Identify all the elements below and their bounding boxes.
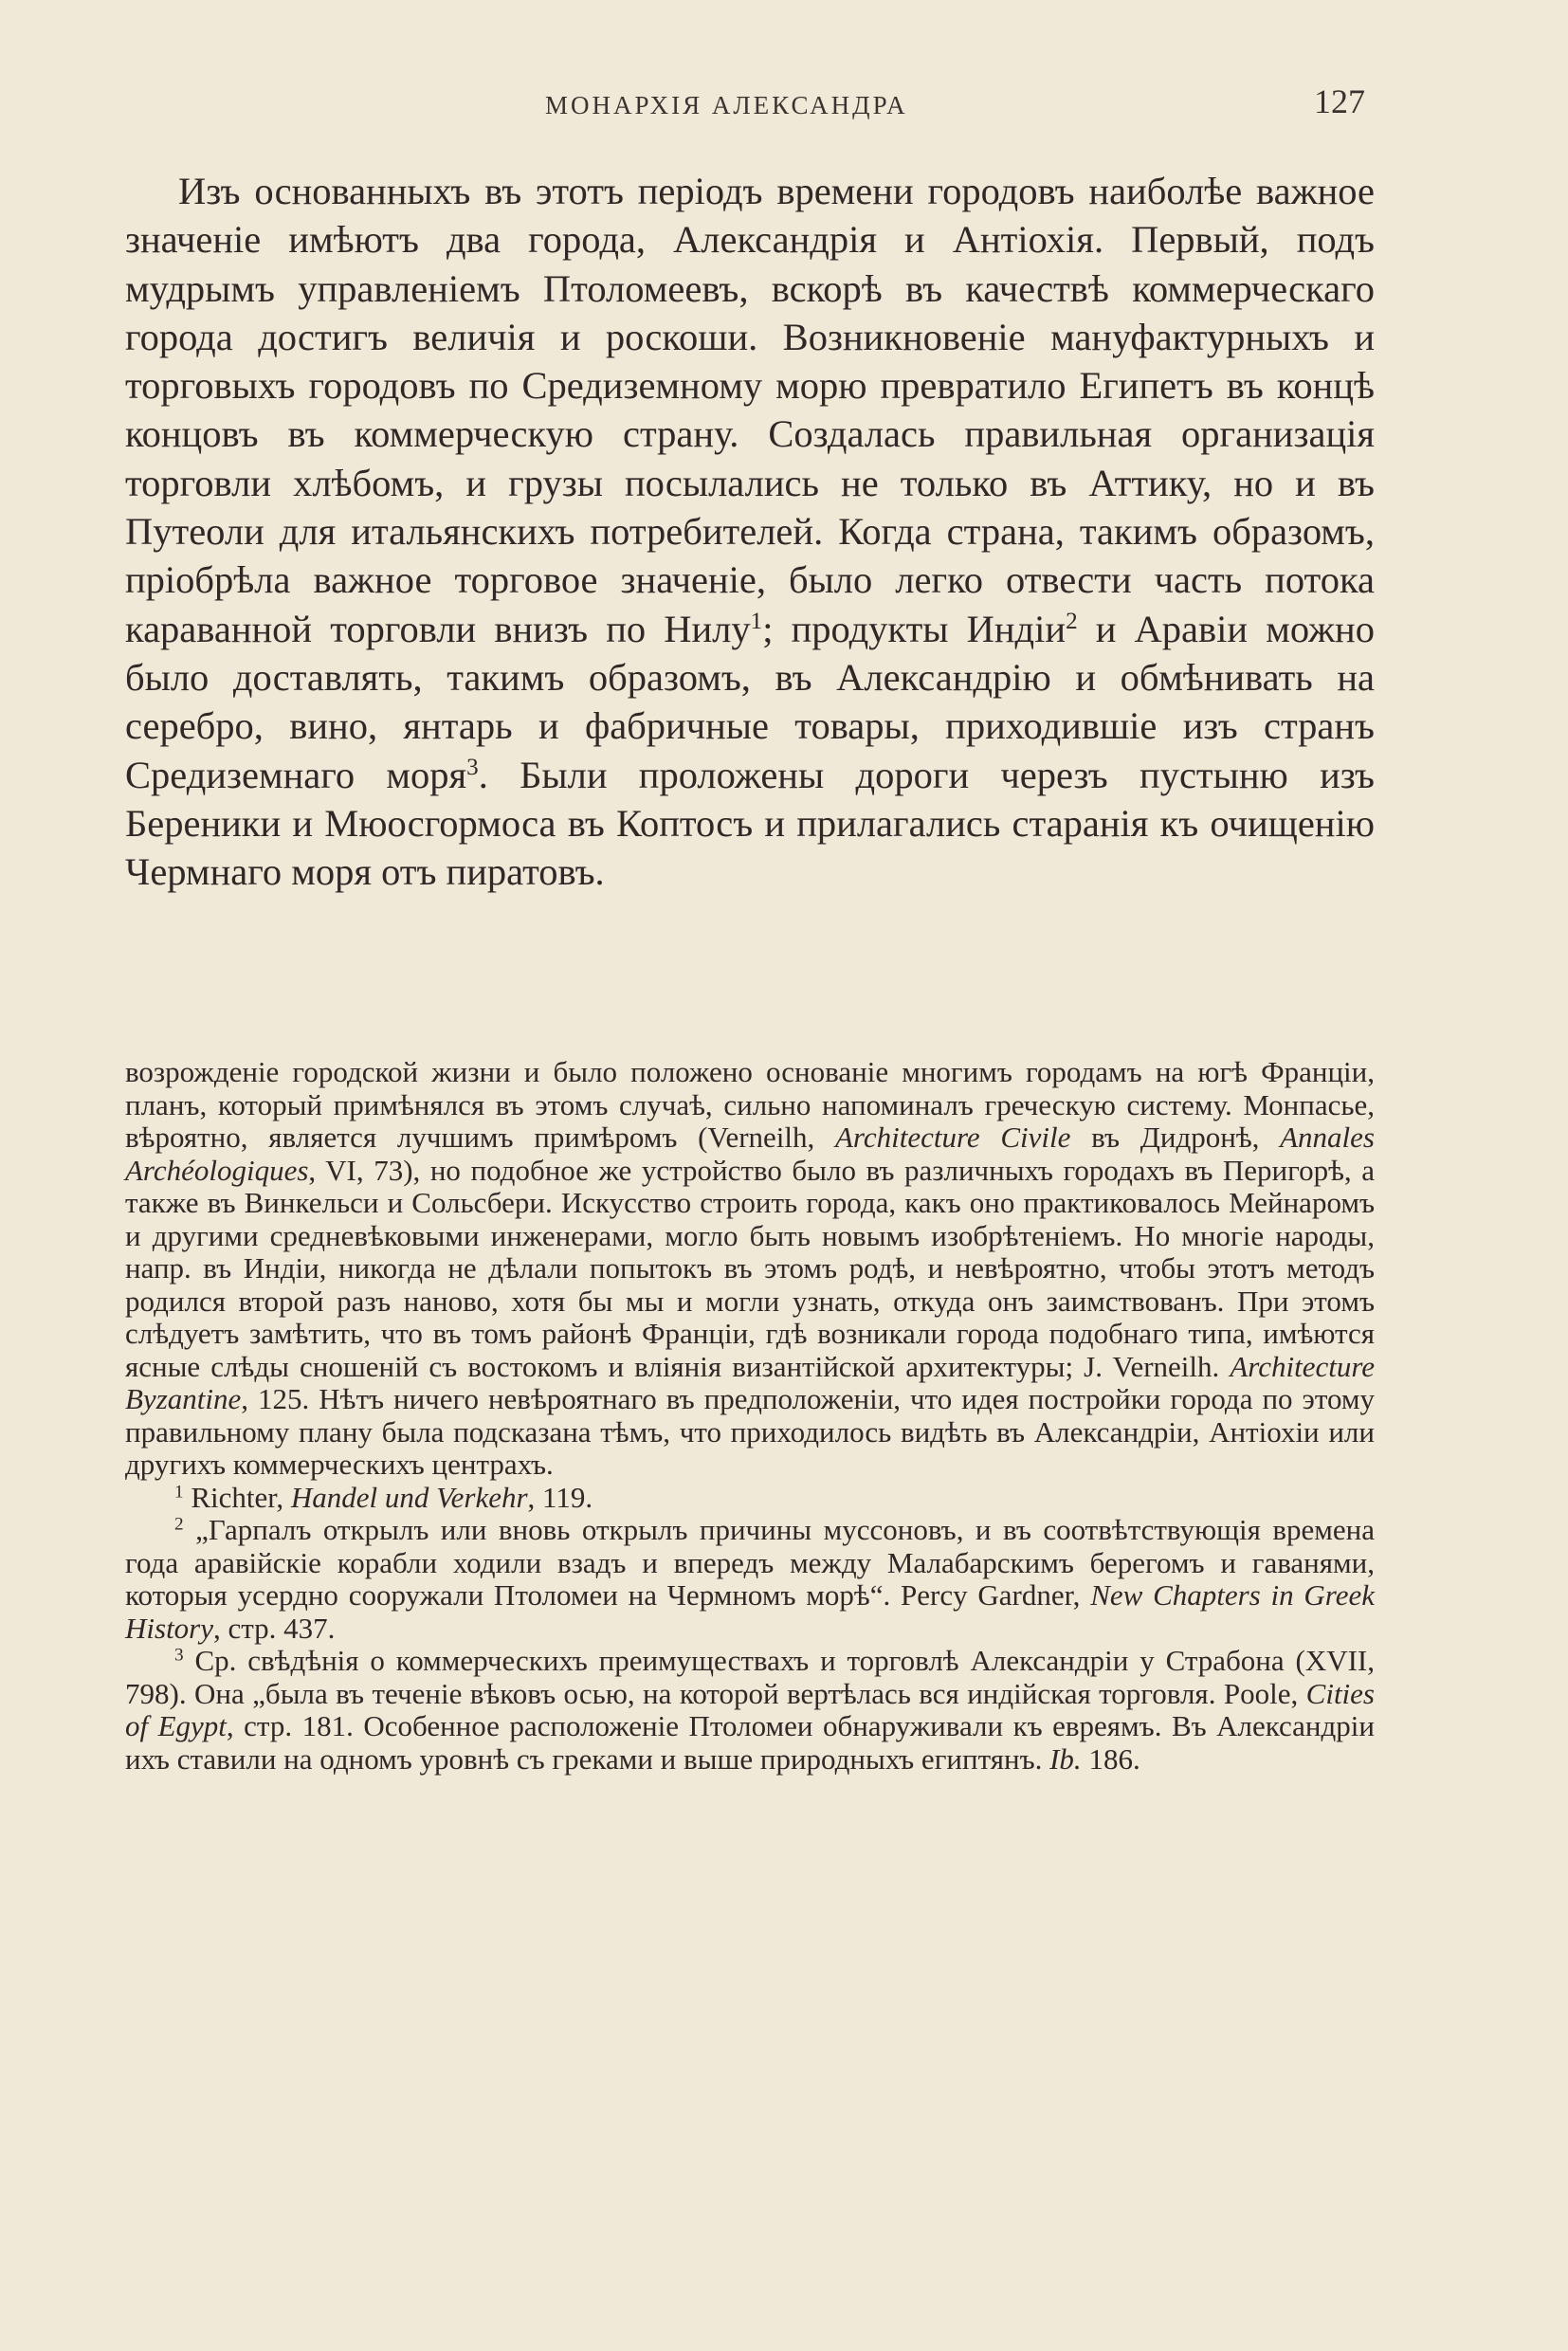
footnote-continuation (125, 1056, 1375, 1482)
main-text-segment: ; продукты Индіи (762, 607, 1067, 650)
page-number: 127 (1314, 82, 1365, 120)
note-text: „Гарпалъ открылъ или вновь открылъ причины муссоновъ, и въ соотвѣтствующія времена года аравійскіе корабли ходили взадъ и впередъ между Малабарскимъ берегомъ и гаванями, которыя усердно сооружали Птоломеи на Чермномъ морѣ“. Percy Gardner, (125, 1513, 1375, 1612)
note-italic: New Chapters in Greek History (125, 1578, 1375, 1645)
note-italic: Handel und Verkehr (290, 1480, 528, 1514)
note-text: 186. (1081, 1741, 1140, 1776)
footnote-3 (125, 1645, 1375, 1776)
footnote-marker-1: 1 (750, 608, 763, 634)
note-text: въ Дидронѣ, (1070, 1121, 1281, 1154)
note-text: возрожденіе городской жизни и было положено основаніе многимъ городамъ на югѣ Франціи, планъ, который примѣнялся въ этомъ случаѣ, сильно напоминалъ греческую систему. Монпасье, вѣроятно, является лучшимъ примѣромъ (Verneilh, (125, 1055, 1375, 1154)
footnote-marker-3: 3 (466, 754, 479, 780)
note-text: , 119. (527, 1480, 593, 1514)
main-text (125, 167, 1375, 896)
note-italic: Architecture Civile (834, 1121, 1071, 1154)
note-text: , VI, 73), но подобное же устройство было въ различныхъ городахъ въ Перигорѣ, а также въ Винкельси и Сольсбери. Искусство строить города, какъ оно практиковалось Мейнаромъ и другими средневѣковыми инженерами, могло быть новымъ изобрѣтеніемъ. Но многіе народы, напр. въ Индіи, никогда не дѣлали попытокъ въ этомъ родѣ, и невѣроятно, чтобы этотъ методъ родился второй разъ наново, хотя бы мы и могли узнать, откуда онъ заимствованъ. При этомъ слѣдуетъ замѣтить, что въ томъ районѣ Франціи, гдѣ возникали города подобнаго типа, имѣются ясные слѣды сношеній съ востокомъ и вліянія византійской архитектуры; J. Verneilh. (125, 1153, 1375, 1383)
main-text-segment: . Были проложены дороги черезъ пустыню изъ Береники и Мюосгормоса въ Коптосъ и прилагались старанія къ очищенію Чермнаго моря отъ пиратовъ. (125, 753, 1375, 894)
footnote-number: 2 (174, 1514, 184, 1535)
footnote-2 (125, 1514, 1375, 1645)
main-text-segment: Изъ основанныхъ въ этотъ періодъ времени городовъ наиболѣе важное значеніе имѣютъ два города, Александрія и Антіохія. Первый, подъ мудрымъ управленіемъ Птоломеевъ, вскорѣ въ качествѣ коммерческаго города достигъ величія и роскоши. Возникновеніе мануфактурныхъ и торговыхъ городовъ по Средиземному морю превратило Египетъ въ концѣ концовъ въ коммерческую страну. Создалась правильная организація торговли хлѣбомъ, и грузы посылались не только въ Аттику, но и въ Путеоли для итальянскихъ потребителей. Когда страна, такимъ образомъ, пріобрѣла важное торговое значеніе, было легко отвести часть потока караванной торговли внизъ по Нилу (125, 170, 1375, 650)
note-italic: Annales Archéologiques (125, 1121, 1375, 1187)
note-text: , 125. Нѣтъ ничего невѣроятнаго въ предположеніи, что идея постройки города по этому правильному плану была подсказана тѣмъ, что приходилось видѣть въ Александріи, Антіохіи или другихъ коммерческихъ центрахъ. (125, 1382, 1375, 1481)
note-text: Richter, (183, 1480, 291, 1514)
note-italic: Architecture Byzantine (125, 1349, 1375, 1415)
page-header (0, 78, 1568, 135)
main-paragraph (125, 167, 1375, 896)
note-italic: Ib. (1049, 1741, 1082, 1776)
running-title: МОНАРХІЯ АЛЕКСАНДРА (545, 91, 908, 119)
footnote-1 (125, 1482, 1375, 1515)
note-italic: Cities of Egypt (125, 1676, 1375, 1742)
footnote-number: 1 (174, 1481, 184, 1502)
main-text-segment: и Аравіи можно было доставлять, такимъ образомъ, въ Александрію и обмѣнивать на серебро, вино, янтарь и фабричные товары, приходившіе изъ странъ Средиземнаго моря (125, 607, 1375, 796)
note-text: , стр. 437. (213, 1611, 336, 1645)
note-text: Ср. свѣдѣнія о коммерческихъ преимуществахъ и торговлѣ Александріи у Страбона (XVII, 798). Она „была въ теченіе вѣковъ осью, на которой вертѣлась вся индійская торговля. Poole, (125, 1644, 1375, 1710)
footnotes (125, 1056, 1375, 1776)
footnote-number: 3 (174, 1645, 184, 1666)
footnote-marker-2: 2 (1066, 608, 1078, 634)
note-text: , стр. 181. Особенное расположеніе Птоломеи обнаруживали къ евреямъ. Въ Александріи ихъ ставили на одномъ уровнѣ съ греками и выше природныхъ египтянъ. (125, 1709, 1376, 1776)
